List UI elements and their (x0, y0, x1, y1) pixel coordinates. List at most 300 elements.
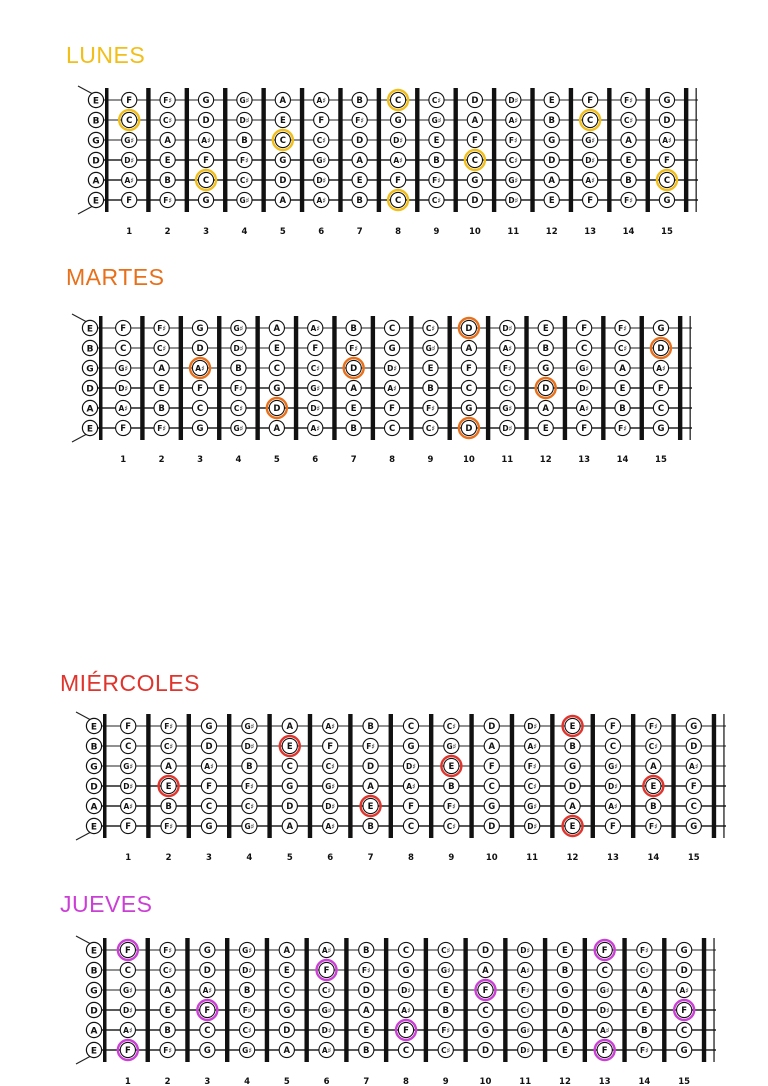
fret-note-label: F (471, 136, 478, 147)
fret-number: 14 (638, 1077, 651, 1086)
fret-note-label: C (681, 1026, 688, 1037)
fret-note-label: G♯ (244, 722, 255, 732)
fret-note-label: A♯ (502, 344, 513, 354)
fret-note-label: G♯ (233, 324, 244, 334)
fret-number: 3 (206, 853, 212, 863)
fret-note-label: E (548, 196, 555, 207)
fret-note-label: G (690, 722, 698, 733)
fret-note-label: D (542, 384, 550, 395)
fret-note-label: F♯ (157, 324, 166, 334)
fret-note-label: E (619, 384, 626, 395)
fret-note-label: C♯ (244, 802, 254, 812)
fret-note-label: F♯ (624, 96, 633, 106)
fret-wire (255, 316, 259, 440)
fret-note-label: C (402, 1046, 410, 1057)
fret-number: 1 (125, 853, 132, 863)
fret-note-label: G (394, 116, 402, 127)
fret-note-label: D (362, 986, 370, 997)
fret-note-label: G (202, 96, 210, 107)
fret-note-label: B (356, 196, 363, 207)
fret-note-label: E (542, 424, 549, 435)
fret-note-label: A (165, 762, 172, 773)
open-string-label: B (90, 966, 98, 977)
fret-note-label: E (279, 116, 286, 127)
fret-wire (294, 316, 298, 440)
fret-note-label: C (482, 1006, 489, 1017)
fret-number: 8 (408, 853, 414, 863)
fret-note-label: F♯ (426, 404, 435, 414)
fret-note-label: F♯ (640, 946, 649, 956)
fret-note-label: G (663, 196, 671, 207)
fret-wire (377, 88, 381, 212)
open-string-label: D (86, 384, 94, 395)
fret-note-label: B (548, 116, 555, 127)
fret-note-label: C (273, 364, 280, 375)
fret-note-label: A♯ (679, 986, 689, 996)
fret-wire (217, 316, 221, 440)
fret-note-label: A (569, 802, 576, 813)
fret-wire (591, 714, 595, 838)
day-title-lunes: LUNES (66, 42, 146, 68)
fret-wire (429, 714, 433, 838)
fret-note-label: B (367, 822, 374, 833)
fret-note-label: A♯ (599, 1026, 610, 1036)
fret-note-label: E (442, 986, 449, 997)
fret-note-label: G (402, 966, 410, 977)
open-string-label: G (92, 136, 100, 147)
fret-wire (646, 88, 650, 212)
fret-note-label: B (363, 946, 370, 957)
fret-note-label: D (273, 404, 281, 415)
fret-wire (662, 938, 666, 1062)
fret-note-label: G♯ (123, 762, 134, 772)
fret-note-label: A♯ (204, 762, 214, 772)
open-string-label: G (90, 762, 98, 773)
fret-note-label: C (283, 986, 290, 997)
open-string-label: B (92, 116, 100, 127)
fret-note-label: B (350, 324, 357, 335)
fret-wire (227, 714, 231, 838)
fret-note-label: D (205, 742, 213, 753)
fret-note-label: E (158, 384, 165, 395)
fret-number: 3 (204, 1077, 211, 1086)
fret-wire (261, 88, 265, 212)
fret-note-label: A (488, 742, 496, 753)
fret-note-label: A♯ (520, 966, 530, 976)
fret-note-label: G (283, 1006, 291, 1017)
fret-note-label: C♯ (425, 324, 436, 334)
fret-wire (187, 714, 191, 838)
fret-wire (530, 88, 534, 212)
fret-wire (332, 316, 336, 440)
fret-note-label: C (202, 176, 210, 187)
fret-note-label: A♯ (579, 404, 589, 414)
fret-note-label: A♯ (508, 116, 519, 126)
fret-wire (453, 88, 457, 212)
fret-note-label: E (286, 742, 293, 753)
fret-note-label: D (657, 344, 665, 355)
fret-note-label: B (569, 742, 576, 753)
fret-note-label: F (587, 196, 594, 207)
fret-wire (543, 938, 547, 1062)
fret-note-label: F (601, 1046, 608, 1057)
fret-note-label: A♯ (124, 176, 134, 186)
fret-note-label: F♯ (361, 966, 371, 976)
fret-note-label: B (427, 384, 434, 395)
fret-note-label: D (680, 966, 688, 977)
fret-note-label: A (625, 136, 632, 147)
fret-note-label: F (610, 822, 616, 833)
fret-number: 5 (279, 227, 286, 237)
fret-note-label: G♯ (325, 782, 336, 792)
fret-wire (185, 938, 189, 1062)
fret-number: 10 (468, 227, 481, 237)
fret-wire (563, 316, 567, 440)
fret-note-label: A♯ (387, 384, 397, 394)
fret-note-label: F (204, 1006, 211, 1017)
fret-note-label: D (279, 176, 287, 187)
fret-note-label: D♯ (244, 742, 255, 752)
fret-note-label: C (657, 404, 665, 415)
fret-note-label: A (367, 782, 374, 793)
fret-wire (486, 316, 490, 440)
fret-number: 13 (584, 227, 597, 237)
fret-number: 8 (403, 1077, 409, 1086)
fret-note-label: B (448, 782, 455, 793)
fret-note-label: C♯ (441, 1046, 451, 1056)
fret-note-label: A♯ (310, 424, 320, 434)
fret-number: 6 (323, 1077, 330, 1086)
fret-note-label: F (120, 324, 127, 335)
fret-number: 15 (655, 455, 667, 465)
fret-note-label: A (164, 986, 171, 997)
fret-note-label: F (581, 424, 588, 435)
day-title-jueves: JUEVES (60, 891, 153, 917)
fret-note-label: D (350, 364, 358, 375)
fret-wire (503, 938, 507, 1062)
fret-note-label: E (548, 96, 555, 107)
fret-note-label: G♯ (310, 384, 321, 394)
fret-note-label: E (273, 344, 280, 355)
fret-note-label: C (204, 1026, 211, 1037)
fret-note-label: D♯ (585, 156, 596, 166)
fret-note-label: G (569, 762, 577, 773)
fret-number: 2 (164, 227, 171, 237)
fret-note-label: D♯ (508, 96, 519, 106)
fret-note-label: F♯ (163, 946, 172, 956)
nut (103, 714, 107, 838)
fret-note-label: G (203, 946, 211, 957)
fret-number: 2 (165, 853, 172, 863)
fret-note-label: G♯ (242, 1046, 252, 1056)
fret-wire (510, 714, 514, 838)
open-string-label: A (86, 404, 94, 415)
fret-note-label: F♯ (164, 822, 173, 832)
fret-note-label: C (465, 384, 473, 395)
fret-note-label: C♯ (527, 782, 537, 792)
fret-note-label: F♯ (245, 782, 254, 792)
fret-wire (678, 316, 682, 440)
fret-note-label: E (641, 1006, 648, 1017)
fret-note-label: B (246, 762, 253, 773)
fret-wire (185, 88, 189, 212)
fret-note-label: D♯ (527, 722, 538, 732)
open-string-label: A (90, 1026, 98, 1037)
fret-number: 8 (389, 455, 396, 465)
open-string-label: A (92, 176, 100, 187)
fret-note-label: B (165, 802, 172, 813)
open-string-label: D (90, 1006, 98, 1017)
fret-note-label: A♯ (689, 762, 699, 772)
fret-note-label: D (548, 156, 556, 167)
fret-note-label: C (402, 946, 410, 957)
fret-wire (463, 938, 467, 1062)
fret-note-label: G♯ (508, 176, 519, 186)
open-string-label: B (86, 344, 94, 355)
fret-number: 1 (120, 455, 127, 465)
open-string-label: G (86, 364, 94, 375)
fret-note-label: F♯ (527, 762, 537, 772)
fret-note-label: F (126, 96, 133, 107)
fret-note-label: G♯ (233, 424, 244, 434)
fret-note-label: C♯ (425, 424, 436, 434)
fret-note-label: F♯ (648, 822, 658, 832)
fret-note-label: B (235, 364, 242, 375)
fret-note-label: C♯ (163, 966, 173, 976)
fret-note-label: C (581, 344, 588, 355)
fret-note-label: D♯ (124, 156, 135, 166)
fret-note-label: D♯ (520, 1046, 531, 1056)
fret-note-label: F (601, 946, 608, 957)
fret-note-label: G♯ (118, 364, 129, 374)
fret-note-label: F (664, 156, 670, 167)
fret-note-label: F♯ (508, 136, 518, 146)
fret-number: 14 (616, 455, 629, 465)
fret-note-label: C (601, 966, 608, 977)
fret-note-label: E (367, 802, 374, 813)
fret-note-label: B (243, 986, 251, 997)
fret-note-label: D♯ (608, 782, 618, 792)
fret-note-label: G♯ (446, 742, 457, 752)
fret-note-label: G♯ (122, 986, 133, 996)
fret-note-label: B (367, 722, 374, 733)
fret-note-label: C♯ (310, 364, 320, 374)
fret-note-label: G♯ (440, 966, 451, 976)
nut (103, 938, 107, 1062)
fret-number: 6 (327, 853, 334, 863)
fret-note-label: C♯ (648, 742, 658, 752)
fret-note-label: F (408, 802, 414, 813)
fret-number: 5 (273, 455, 280, 465)
fret-note-label: A (356, 156, 363, 167)
fret-note-label: F♯ (366, 742, 375, 752)
fret-note-label: A♯ (310, 324, 320, 334)
fret-note-label: G♯ (242, 946, 252, 956)
fret-note-label: F♯ (520, 986, 530, 996)
fret-note-label: B (619, 404, 626, 415)
fret-number: 4 (241, 227, 248, 237)
fret-note-label: E (569, 822, 576, 833)
fret-wire (469, 714, 473, 838)
fret-note-label: G (279, 156, 287, 167)
fret-note-label: D♯ (393, 136, 404, 146)
fret-note-label: F♯ (355, 116, 365, 126)
fret-note-label: G♯ (585, 136, 596, 146)
fret-note-label: G♯ (431, 116, 442, 126)
fret-note-label: C (587, 116, 594, 127)
fret-note-label: D (690, 742, 698, 753)
fret-note-label: D (196, 344, 204, 355)
fret-note-label: G♯ (239, 196, 250, 206)
fret-note-label: F♯ (618, 424, 627, 434)
fret-number: 10 (479, 1077, 492, 1086)
fret-note-label: C♯ (520, 1006, 530, 1016)
fret-note-label: A (273, 424, 281, 435)
fret-note-label: F (203, 156, 209, 167)
fret-note-label: G♯ (527, 802, 538, 812)
fret-note-label: F (610, 722, 616, 733)
fret-number: 10 (462, 455, 475, 465)
fret-note-label: C (120, 344, 127, 355)
fret-note-label: G♯ (124, 136, 135, 146)
fret-wire (622, 938, 626, 1062)
fret-note-label: D (471, 96, 479, 107)
fret-note-label: C♯ (157, 344, 167, 354)
fret-note-label: F (318, 116, 325, 127)
fret-note-label: E (165, 782, 172, 793)
fret-note-label: G (663, 96, 671, 107)
fret-note-label: E (562, 1046, 568, 1057)
open-string-label: E (90, 946, 98, 957)
fret-note-label: A (279, 96, 287, 107)
fret-note-label: A♯ (202, 986, 213, 996)
fret-note-label: A♯ (393, 156, 403, 166)
fret-note-label: E (448, 762, 455, 773)
fret-note-label: C (205, 802, 213, 813)
fret-wire (146, 88, 150, 212)
fret-note-label: C (394, 96, 402, 107)
fret-note-label: B (350, 424, 357, 435)
fret-note-label: B (433, 156, 440, 167)
fret-note-label: A (641, 986, 648, 997)
fret-note-label: G (196, 424, 204, 435)
fret-number: 11 (526, 853, 539, 863)
fret-note-label: D (465, 424, 473, 435)
fret-number: 2 (164, 1077, 171, 1086)
fret-note-label: C♯ (623, 116, 634, 126)
fret-note-label: B (164, 1026, 171, 1037)
fret-note-label: A♯ (662, 136, 672, 146)
fret-number: 4 (246, 853, 253, 863)
fret-note-label: E (356, 176, 363, 187)
fret-note-label: B (356, 96, 363, 107)
fret-note-label: A♯ (406, 782, 416, 792)
fret-number: 11 (507, 227, 520, 237)
open-string-label: B (90, 742, 98, 753)
fret-note-label: F (327, 742, 334, 753)
fret-note-label: G (548, 136, 556, 147)
fret-note-label: F (125, 722, 132, 733)
fret-note-label: F (587, 96, 594, 107)
open-string-label: E (90, 1046, 98, 1057)
fret-note-label: A (158, 364, 165, 375)
fret-number: 1 (124, 1077, 131, 1086)
open-string-label: D (90, 782, 98, 793)
fret-note-label: C (388, 324, 396, 335)
fret-number: 15 (678, 1077, 691, 1086)
fret-note-label: A (561, 1026, 569, 1037)
fret-note-label: G♯ (599, 986, 610, 996)
fret-note-label: D (286, 802, 294, 813)
fret-wire (308, 714, 312, 838)
fret-note-label: G (286, 782, 294, 793)
fret-wire (631, 714, 635, 838)
fret-note-label: D♯ (233, 344, 244, 354)
day-title-miercoles: MIÉRCOLES (60, 670, 200, 696)
fret-number: 14 (647, 853, 660, 863)
fret-note-label: G (205, 822, 213, 833)
fret-note-label: A♯ (401, 1006, 411, 1016)
fret-number: 9 (433, 227, 440, 237)
fret-note-label: D♯ (508, 196, 519, 206)
fret-note-label: D♯ (527, 822, 538, 832)
fret-note-label: E (542, 324, 549, 335)
fret-note-label: C♯ (239, 176, 250, 186)
fret-note-label: A (286, 822, 294, 833)
fret-note-label: F (124, 946, 131, 957)
fret-number: 5 (286, 853, 293, 863)
fret-note-label: A (273, 324, 281, 335)
fret-note-label: A (286, 722, 294, 733)
fret-note-label: F (389, 404, 395, 415)
fret-note-label: G♯ (239, 96, 250, 106)
fret-note-label: A♯ (195, 364, 205, 374)
fret-wire (712, 714, 716, 838)
fret-number: 7 (367, 853, 374, 863)
fret-note-label: F (197, 384, 203, 395)
fret-note-label: D (202, 116, 210, 127)
fret-note-label: E (650, 782, 657, 793)
fret-note-label: A (279, 196, 287, 207)
fret-note-label: A♯ (585, 176, 595, 186)
open-string-label: E (86, 424, 94, 435)
fret-note-label: A (350, 384, 357, 395)
fret-number: 9 (448, 853, 455, 863)
fret-note-label: D♯ (406, 762, 416, 772)
fret-note-label: A (650, 762, 657, 773)
open-string-label: E (92, 96, 100, 107)
fret-number: 4 (244, 1077, 251, 1086)
fret-note-label: E (164, 1006, 171, 1017)
fret-note-label: B (561, 966, 569, 977)
fret-note-label: G (202, 196, 210, 207)
fret-note-label: A (362, 1006, 370, 1017)
fret-note-label: A♯ (325, 722, 335, 732)
fret-note-label: F (465, 364, 472, 375)
open-string-label: A (90, 802, 98, 813)
fret-note-label: G (680, 1046, 688, 1057)
fret-note-label: D♯ (520, 946, 531, 956)
fret-note-label: G (465, 404, 473, 415)
fret-note-label: C♯ (164, 742, 174, 752)
fret-wire (140, 316, 144, 440)
fret-note-label: F (482, 986, 489, 997)
fret-note-label: F♯ (432, 176, 441, 186)
fret-note-label: E (562, 946, 568, 957)
fret-note-label: C♯ (508, 156, 518, 166)
fret-note-label: D♯ (387, 364, 398, 374)
nut (105, 88, 109, 212)
